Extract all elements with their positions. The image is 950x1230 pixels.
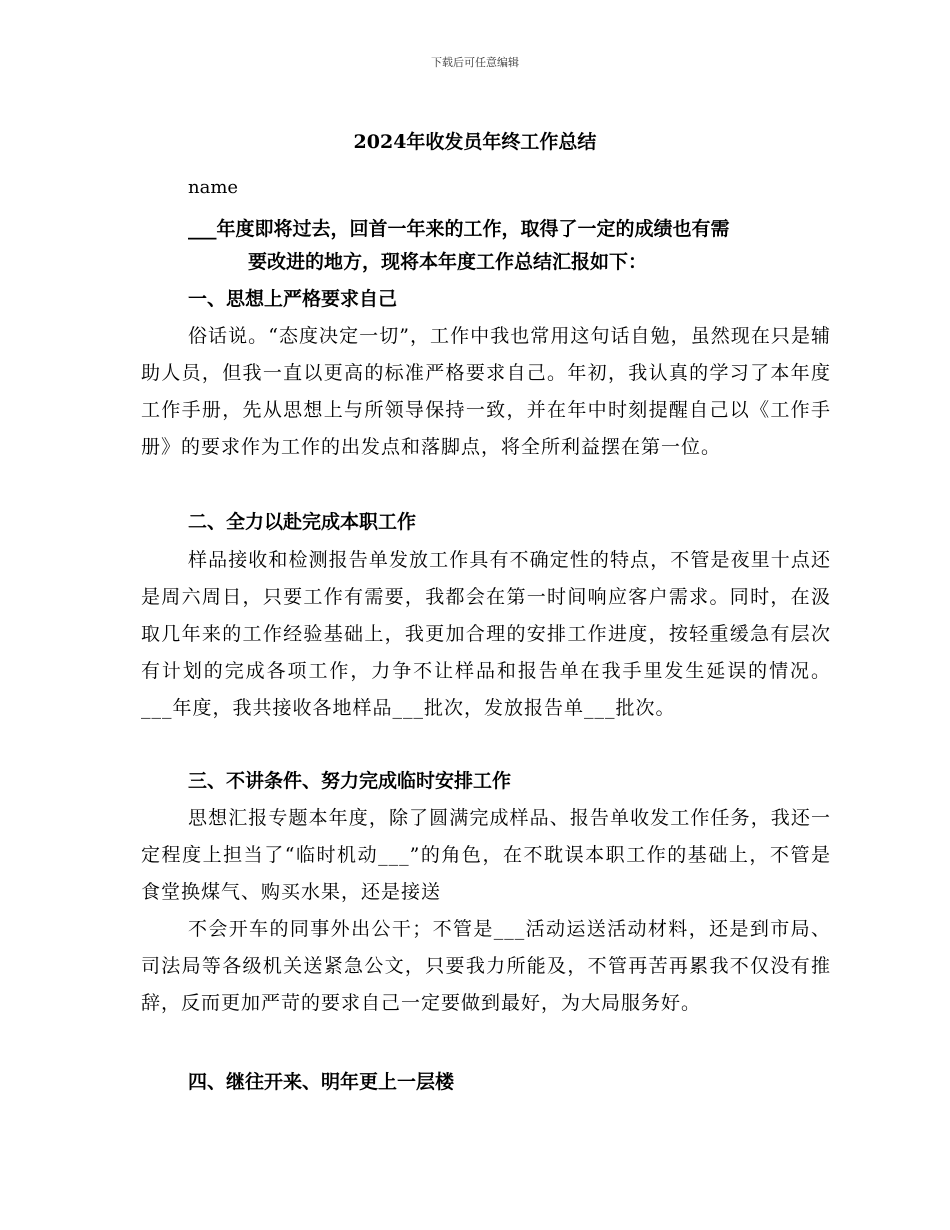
- section-heading-2: 二、全力以赴完成本职工作: [188, 511, 417, 533]
- section-heading-1: 一、思想上严格要求自己: [188, 288, 398, 310]
- author-name: name: [188, 177, 239, 198]
- intro-line-2: 要改进的地方，现将本年度工作总结汇报如下：: [248, 251, 648, 273]
- page-header-note: 下载后可任意编辑: [431, 56, 519, 69]
- document-title: 2024年收发员年终工作总结: [353, 131, 597, 153]
- section-heading-3: 三、不讲条件、努力完成临时安排工作: [188, 770, 512, 792]
- section-3-paragraph-a: 思想汇报专题本年度，除了圆满完成样品、报告单收发工作任务，我还一定程度上担当了“临时机动___”的角色，在不耽误本职工作的基础上，不管是食堂换煤气、购买水果，还是接送: [141, 807, 831, 903]
- section-1-paragraph: 俗话说。“态度决定一切”，工作中我也常用这句话自勉，虽然现在只是辅助人员，但我一直以更高的标准严格要求自己。年初，我认真的学习了本年度工作手册，先从思想上与所领导保持一致，并在年中时刻提醒自己以《工作手册》的要求作为工作的出发点和落脚点，将全所利益摆在第一位。: [141, 325, 831, 458]
- section-3-paragraph-b: 不会开车的同事外出公干；不管是___活动运送活动材料，还是到市局、司法局等各级机关送紧急公文，只要我力所能及，不管再苦再累我不仅没有推辞，反而更加严苛的要求自己一定要做到最好，为大局服务好。: [141, 918, 831, 1014]
- section-2-paragraph: 样品接收和检测报告单发放工作具有不确定性的特点，不管是夜里十点还是周六周日，只要工作有需要，我都会在第一时间响应客户需求。同时，在汲取几年来的工作经验基础上，我更加合理的安排工作进度，按轻重缓急有层次有计划的完成各项工作，力争不让样品和报告单在我手里发生延误的情况。___年度，我共接收各地样品___批次，发放报告单___批次。: [141, 549, 831, 719]
- intro-line-1: ___年度即将过去，回首一年来的工作，取得了一定的成绩也有需: [188, 218, 730, 240]
- section-heading-4: 四、继往开来、明年更上一层楼: [188, 1071, 455, 1093]
- intro-paragraph: [188, 213, 828, 279]
